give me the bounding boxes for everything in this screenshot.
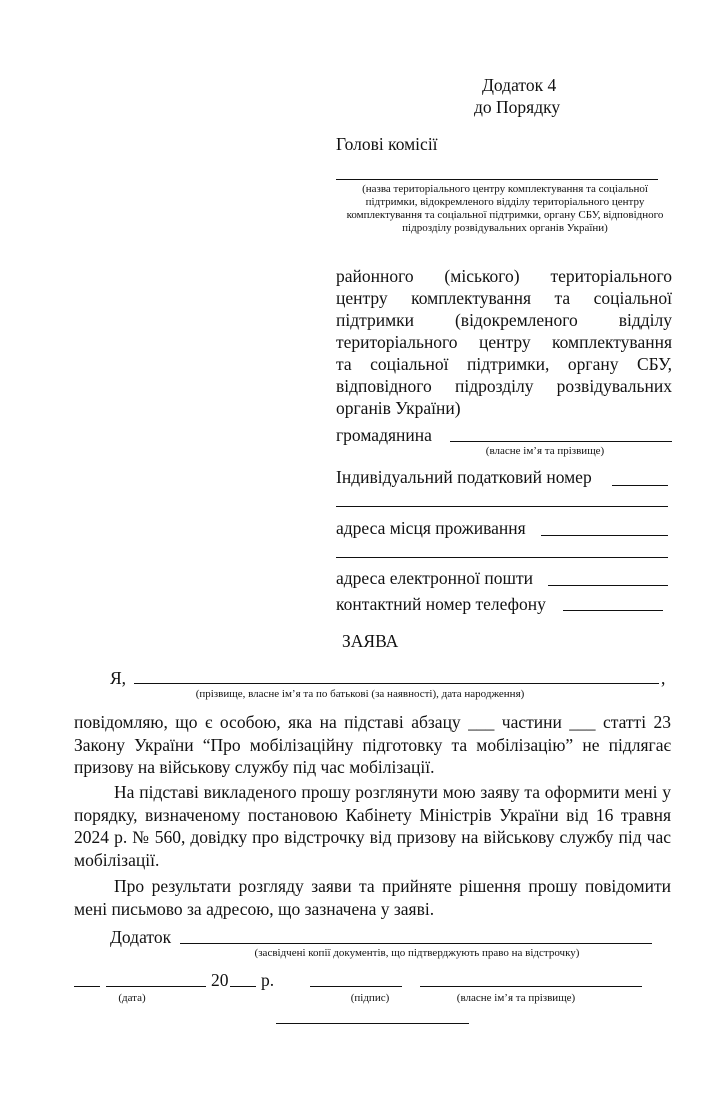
address-blank-2[interactable] xyxy=(336,557,668,558)
paragraph-notification: Про результати розгляду заяви та прийняте рішення прошу повідомити мені письмово за адресою, що зазначена у заяві. xyxy=(74,876,671,919)
addressee-title: Голові комісії xyxy=(336,134,438,154)
day-blank[interactable] xyxy=(74,986,100,987)
statement-title: ЗАЯВА xyxy=(342,631,399,651)
addressee-body-line: підтримки (відокремленого відділу xyxy=(336,310,672,330)
tcc-name-caption: (назва територіального центру комплектування та соціальної підтримки, відокремленого відділу територіального центру комплектування та соціальної підтримки, органу СБУ, відповідного підрозділу розвідувальних органів України) xyxy=(346,183,664,234)
email-label: адреса електронної пошти xyxy=(336,568,533,588)
attachment-label: Додаток xyxy=(110,927,172,947)
year-suffix: р. xyxy=(261,970,275,990)
appendix-number: Додаток 4 xyxy=(482,75,557,95)
attachment-blank[interactable] xyxy=(180,943,652,944)
date-caption: (дата) xyxy=(118,992,146,1004)
bottom-separator xyxy=(276,1023,469,1024)
addressee-body-line: територіального центру комплектування xyxy=(336,332,672,352)
phone-label: контактний номер телефону xyxy=(336,594,546,614)
email-blank[interactable] xyxy=(548,585,668,586)
tax-number-blank[interactable] xyxy=(612,485,668,486)
year-blank[interactable] xyxy=(230,986,256,987)
attachment-caption: (засвідчені копії документів, що підтверджують право на відстрочку) xyxy=(254,947,580,959)
tax-number-blank-2[interactable] xyxy=(336,506,668,507)
applicant-details-caption: (прізвище, власне ім’я та по батькові (за наявності), дата народження) xyxy=(195,688,525,700)
appendix-reference: до Порядку xyxy=(474,97,561,117)
month-blank[interactable] xyxy=(106,986,206,987)
citizen-name-caption: (власне ім’я та прізвище) xyxy=(485,445,605,457)
signature-caption: (підпис) xyxy=(350,992,390,1004)
addressee-body-line: та соціальної підтримки, органу СБУ, xyxy=(336,354,672,374)
address-blank[interactable] xyxy=(541,535,668,536)
phone-blank[interactable] xyxy=(563,610,663,611)
year-prefix: 20 xyxy=(211,970,229,990)
name-blank[interactable] xyxy=(420,986,642,987)
applicant-details-blank[interactable] xyxy=(134,683,659,684)
citizen-name-blank[interactable] xyxy=(450,441,672,442)
addressee-body-line: органів України) xyxy=(336,398,461,418)
signature-blank[interactable] xyxy=(310,986,402,987)
addressee-body xyxy=(336,265,672,419)
citizen-label: громадянина xyxy=(336,425,432,445)
addressee-body-line: відповідного підрозділу розвідувальних xyxy=(336,376,672,396)
paragraph-legal-basis: повідомляю, що є особою, яка на підставі абзацу ___ частини ___ статті 23 Закону України “Про мобілізаційну підготовку та мобілізацію” не підлягає призову на військову службу під час мобілізації. xyxy=(74,712,671,777)
paragraph-request: На підставі викладеного прошу розглянути мою заяву та оформити мені у порядку, визначеному постановою Кабінету Міністрів України від 16 травня 2024 р. № 560, довідку про відстрочку від призову на військову службу під час мобілізації. xyxy=(74,782,671,870)
trailing-comma: , xyxy=(661,668,666,688)
addressee-body-line: районного (міського) територіального xyxy=(336,266,672,286)
tcc-name-blank xyxy=(336,179,658,180)
i-label: Я, xyxy=(110,668,127,688)
tax-number-label: Індивідуальний податковий номер xyxy=(336,467,592,487)
name-caption: (власне ім’я та прізвище) xyxy=(456,992,576,1004)
addressee-body-line: центру комплектування та соціальної xyxy=(336,288,672,308)
address-label: адреса місця проживання xyxy=(336,518,526,538)
